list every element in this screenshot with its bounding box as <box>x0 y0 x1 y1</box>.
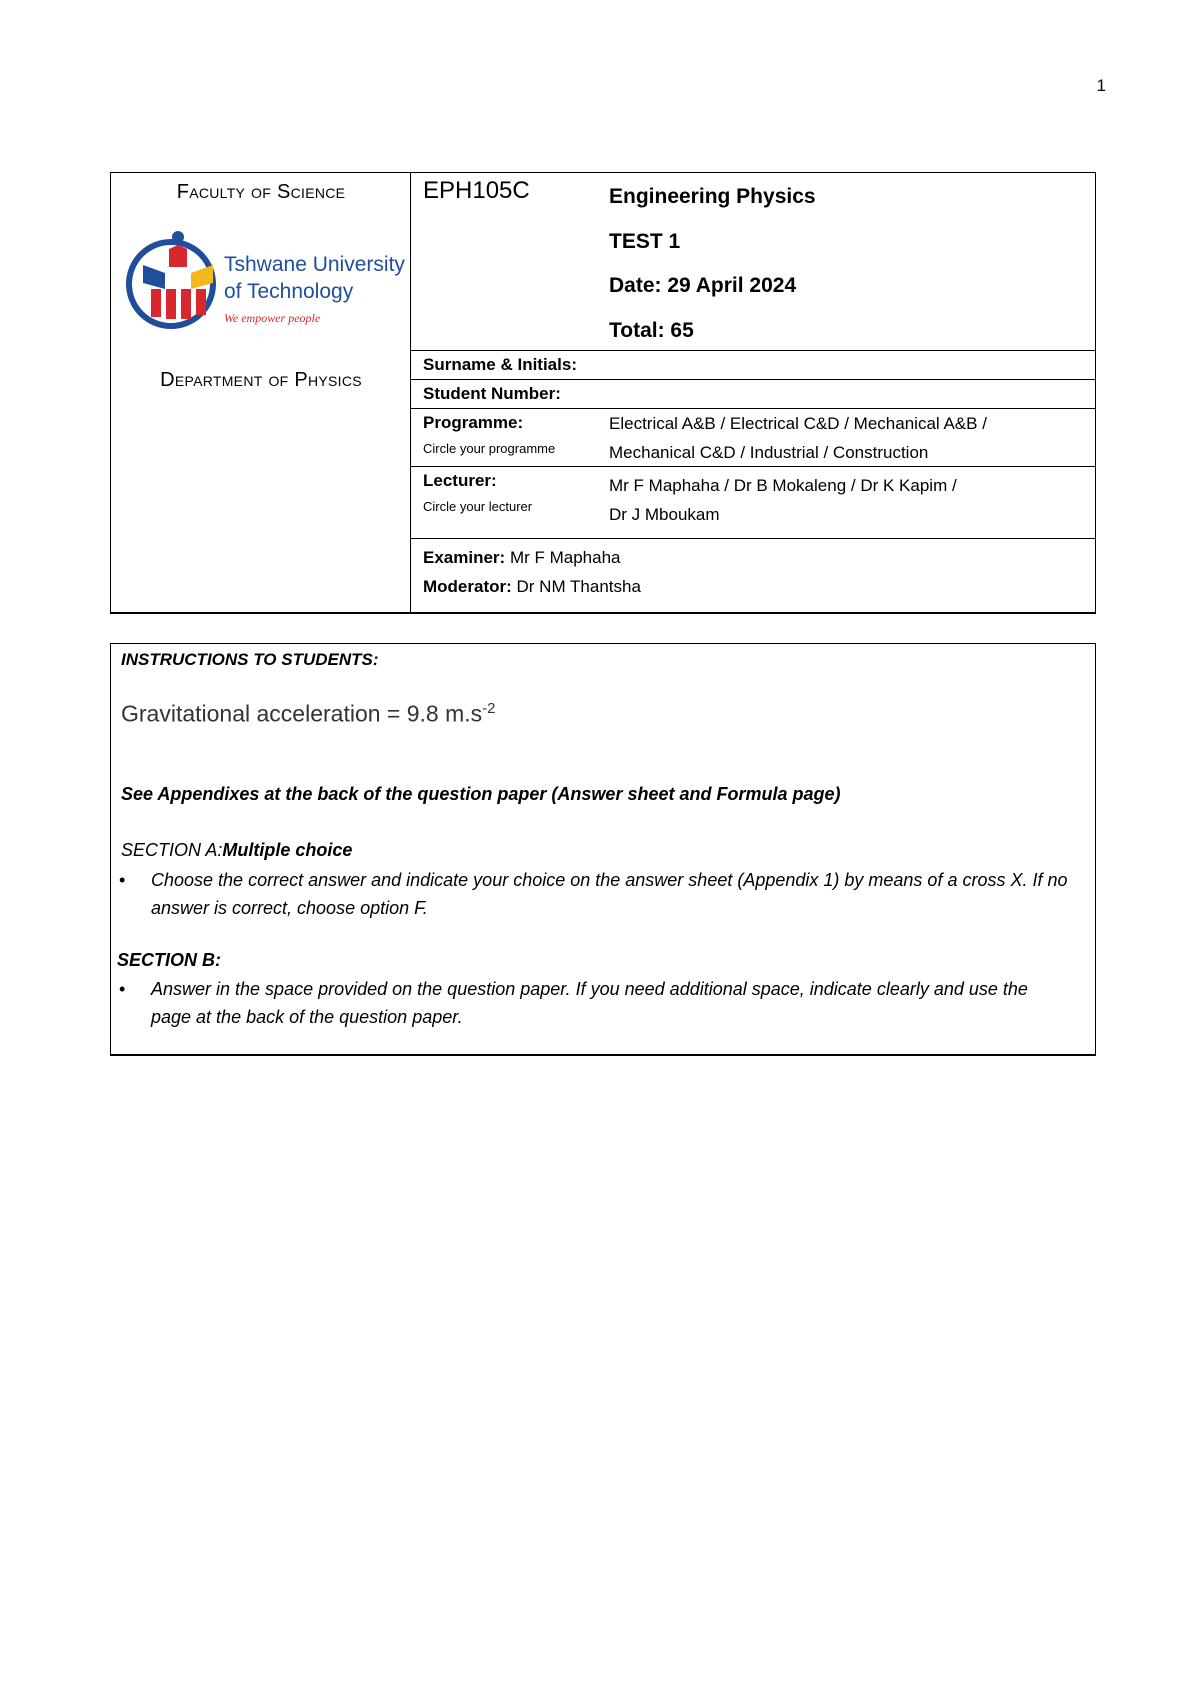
lecturer-label: Lecturer: <box>423 471 497 490</box>
lecturer-row <box>411 467 1095 539</box>
programme-options[interactable] <box>609 409 987 467</box>
programme-label: Programme: <box>423 413 524 432</box>
page-number: 1 <box>1096 76 1106 95</box>
section-a-heading <box>121 840 352 861</box>
tut-logo <box>121 227 411 337</box>
section-b-heading: SECTION B: <box>117 950 222 970</box>
logo-name-line2: of Technology <box>224 280 354 303</box>
lecturer-options[interactable] <box>609 471 957 529</box>
instructions-box <box>110 643 1096 1056</box>
section-a-instruction: • Choose the correct answer and indicate your choice on the answer sheet (Appendix 1) by means of a cross X. If no answer is correct, choose option F. <box>151 866 1071 922</box>
section-b-instruction: • Answer in the space provided on the question paper. If you need additional space, indicate clearly and use the page at the back of the question paper. <box>151 975 1071 1031</box>
course-info <box>411 173 1095 351</box>
exam-header-table <box>110 172 1096 614</box>
faculty-name: Faculty of Science <box>176 181 346 203</box>
programme-row <box>411 409 1095 467</box>
surname-label: Surname & Initials: <box>423 355 577 374</box>
examiner-label: Examiner: <box>423 548 506 567</box>
lecturer-hint: Circle your lecturer <box>423 499 533 514</box>
course-code: EPH105C <box>423 177 530 204</box>
institution-column <box>111 173 411 612</box>
lecturer-options-line2[interactable]: Dr J Mboukam <box>609 505 720 524</box>
examiner-name: Mr F Maphaha <box>509 548 621 567</box>
moderator-label: Moderator: <box>423 577 512 596</box>
instructions-heading: INSTRUCTIONS TO STUDENTS: <box>121 650 379 669</box>
appendix-note: See Appendixes at the back of the question paper (Answer sheet and Formula page) <box>121 784 841 804</box>
logo-head-icon <box>172 231 184 243</box>
logo-tagline: We empower people <box>224 311 321 325</box>
logo-name-line1: Tshwane University <box>224 253 405 276</box>
test-number: TEST 1 <box>609 229 681 253</box>
test-date: Date: 29 April 2024 <box>609 274 797 297</box>
programme-options-line2[interactable]: Mechanical C&D / Industrial / Construction <box>609 443 929 462</box>
gravity-text: Gravitational acceleration = 9.8 m.s <box>121 700 483 727</box>
moderator-name: Dr NM Thantsha <box>516 577 641 596</box>
examiner-row <box>411 539 1095 613</box>
section-a-title: Multiple choice <box>222 840 353 860</box>
programme-options-line1[interactable]: Electrical A&B / Electrical C&D / Mechanical A&B / <box>609 414 987 433</box>
section-a-prefix: SECTION A: <box>121 840 223 860</box>
gravity-constant <box>121 700 496 728</box>
student-number-label: Student Number: <box>423 384 561 403</box>
department-name: Department of Physics <box>160 369 362 391</box>
surname-row[interactable] <box>411 351 1095 380</box>
gravity-exponent: -2 <box>482 700 496 717</box>
test-details <box>609 175 816 353</box>
programme-hint: Circle your programme <box>423 441 556 456</box>
course-name: Engineering Physics <box>609 185 816 208</box>
lecturer-options-line1[interactable]: Mr F Maphaha / Dr B Mokaleng / Dr K Kapim / <box>609 476 957 495</box>
student-number-row[interactable] <box>411 380 1095 409</box>
test-total: Total: 65 <box>609 318 694 342</box>
